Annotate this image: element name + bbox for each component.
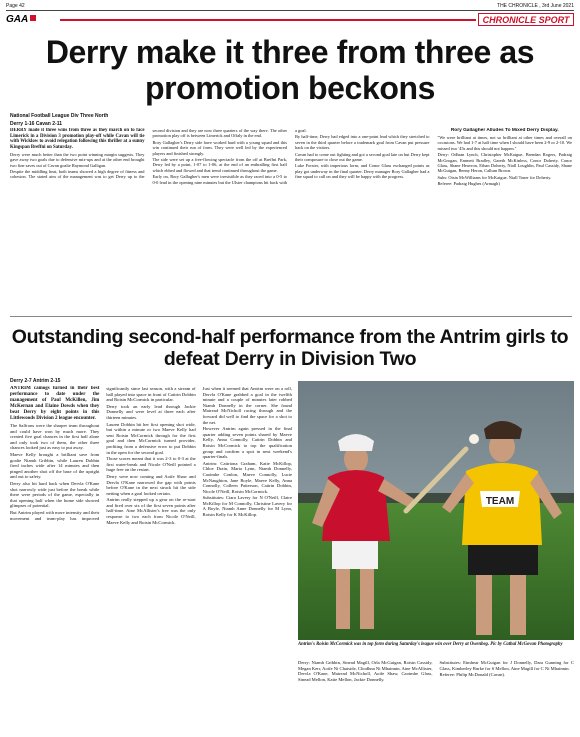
team-subs: Subs: Oisin McWilliams for McKaigue, Niall Toner for Doherty. (437, 174, 552, 180)
story2-continued (298, 660, 574, 734)
story2-paragraph: Substitutes: Ciara Lavery for N O'Neill, Claire McKillop for M Connolly, Christine Lavery for A Boyle, Niamh Anne Donnelly for M Lynn, Roisin Kelly for K McKillop. (202, 495, 292, 518)
story2-paragraph: Derry were now coming and Aoife Shaw and Dervla O'Kane narrowed the gap with points before O'Kane in the next struck hit the side netting when a goal looked certain. (106, 473, 196, 496)
story2-referee: Referee: Philip McDonald (Cavan). (439, 672, 506, 678)
team-list-derry: Derry: Odhran Lynch, Christopher McKaigue, Brendan Rogers, Padraig McGrogan, Emmett Bradley, Gareth McKinless, Conor Doherty, Conor Glass, Shane Heavron, Ethan Doherty, Niall Loughlin, Paul Cassidy, Shane McGuigan, Benny Heron, Callum Brown. (437, 152, 572, 174)
section-rule (60, 19, 476, 21)
section-bar (6, 13, 574, 27)
story2-paragraph: Maeve Kelly brought a brilliant save from goalie Niamh Gribbin, while Lauren Dobbin fired inches wide after 14 minutes and then pinged another shot off the base of the upright and out to safety. (10, 451, 100, 480)
story2-paragraph: However Antrim again pressed in the final quarter adding seven points shared by Maeve Kelly, Anna Connolly, Caitrin Dobbin and Roisin McCormick to top the qualification group and confirm a spot in next weekend's quarter-finals. (202, 426, 292, 460)
competition-label: National Football League Div Three North (10, 113, 109, 119)
story1-referee: Referee: Padraig Hughes (Armagh) (437, 181, 500, 187)
story1-body (10, 128, 572, 310)
photo-caption: Antrim's Roisin McCormick was in top form during Saturday's league win over Derry at Owenbeg. Pic by Cathal McGovan Photography (298, 642, 563, 647)
story2-paragraph: Just when it seemed that Antrim were on a roll, Dervla O'Kane grabbed a goal in the twelfth minute and a couple of minutes later robbed Niamh Donnelly in the corner. She found Mairead McNicholl racing through and the forward did well to find the space for a shot to the net. (202, 386, 292, 425)
story1-kicker (10, 112, 190, 128)
story2-lead: ANTRIM camogs turned in their best performance to date under the management of Paul McKillen, Jim McKernan and Elaine Dowds when they beat Derry by eight points in this Littlewoods Division 2 league encounter. (10, 386, 100, 421)
header-rule (6, 10, 574, 11)
story1-paragraph: By half-time, Derry had edged into a one-point lead which they stretched to seven in the third quarter before a trademark goal from Cavan put pressure back on the visitors. (295, 134, 430, 151)
story2-paragraph: Lauren Dobbin hit her first opening shot wide, but within a minute or two Maeve Kelly had sent Roisin McCormick through for the first goal and then McCormick turned provider, profiting from a defensive error to put Dobbin in the open for the second goal. (106, 421, 196, 455)
story1-paragraph: The side were set up a free-flowing spectacle from the off at Breffni Park, Derry led by a point, 1-07 to 1-06, at the end of an enthralling first half which ebbed and flowed and that trend continued throughout the game. (152, 157, 287, 173)
quote-text: "We were brilliant at times, not so brilliant at other times and overall on occasions. We had 1-7 at half time when I should have been 2-9 or 2-10. We missed two '45s and this should not happen." (437, 135, 572, 151)
jersey-sponsor-text: TEAM (485, 496, 515, 507)
story2-paragraph: Derry took an early lead through Jackie Donnelly and were level at three each after thirteen minutes. (106, 403, 196, 420)
second-headline: Outstanding second-half performance from the Antrim girls to defeat Derry in Division Two (11, 326, 569, 370)
story-divider (10, 316, 572, 317)
story1-paragraph: Luke Forster, with imperious form, and Conor Glass exchanged points as play got underway in the final quarter. Derry manager Rory Gallagher had a fine squad to call on and they will be happy with the progress. (295, 163, 430, 180)
story1-lead: DERRY made it three wins from three as they march on to face Limerick in a Division 3 promotion play-off while Cavan will tie with Wicklow to avoid relegation following this thriller at a sunny Kingspan Breffni on Saturday. (10, 128, 145, 151)
story1-paragraph: Cavan had to come out fighting and got a second goal late on but Derry kept their composure to close out the game. (295, 151, 430, 163)
story2-paragraph: The Saffrons were the sharper team throughout and could have won by much more. They created five goal chances in the first half alone and only took two of them, the other three chances looked just as easy to put away. (10, 423, 100, 451)
story1-paragraph: Despite the middling heat, both teams showed a high degree of fitness and cohesion. The stated aim of the management was to get Derry up to the second division and they are now three quarters of the way there. The other promotion play off is between Limerick and Offaly in the end. (10, 128, 287, 180)
quote-heading: Rory Gallagher Alludes To Mixed Derry Display. (450, 128, 559, 133)
gaa-logo: GAA (6, 14, 36, 25)
match-photo (298, 381, 574, 640)
chronicle-sport-logo: CHRONICLE SPORT (478, 13, 574, 26)
team-list-derry-camogie: Derry: Niamh Gribbin, Sinead Magill, Orla McGuigan, Roisin Cassidy, Megan Kerr, Aoife Ni Chaiside, Cliodhna Ni Mhainnin, Aine McAllister, Dervla O'Kane, Mairead McNicholl, Aoife Shaw, Caoimhe Glass, Sinead Mellon, Katie Mellon, Jackie Donnelly. (298, 660, 433, 682)
story2-paragraph: Those scores meant that it was 2-3 to 0-3 at the first water-break and Nicole O'Neill pointed a huge free on the restart. (106, 456, 196, 473)
publication-date: THE CHRONICLE , 3rd June 2021 (497, 3, 574, 9)
match-score: Derry 1-16 Cavan 2-11 (10, 121, 62, 127)
story1-paragraph: Early on, Rory Gallagher's men were irresistible as they raced into a 0-5 to 0-0 lead in the opening nine minutes but the Ulster champions hit back with a goal. (152, 128, 307, 185)
story2-paragraph: Derry also hit hard back when Dervla O'Kane shot narrowly wide just before the break while there were periods of the game, especially in that opening half when the home side showed glimpses of potential. (10, 480, 100, 509)
story2-paragraph: But Antrim played with more intensity and their movement and team-play has improved significantly since last season, with a stream of ball played into space in front of Caitrin Dobbin and Roisin McCormick in particular. (10, 386, 196, 521)
story1-paragraph: Derry were much better than the two point winning margin suggests. They gave away two goals due to defensive mix-ups and at the other end brought two fine saves out of Cavan goalie Raymond Galligan. (10, 151, 145, 168)
story2-substitutes: Substitutes: Eimhear McGuigan for J Donnelly, Dara Gunning for C Glass, Kimberley Burke for S Mellon, Aine Magill for C Ni Mhainnin. (439, 660, 574, 671)
main-headline: Derry make it three from three as promotion beckons (45, 34, 535, 106)
gaa-logo-mark (30, 15, 36, 21)
story2-paragraph: Antrim: Caitriona Graham, Katie McKillop, Chloe Drain, Maria Lynn, Niamh Donnelly, Caoimhe Conlon, Maeve Connolly, Lucie McNaughton, Jane Boyle, Maeve Kelly, Anna Connolly, Colleen Patterson, Caitrin Dobbin, Nicole O'Neill, Roisin McCormick. (202, 460, 292, 494)
story2-body (10, 386, 292, 732)
story2-paragraph: Antrim really stepped up a gear on the re-start and fired over six of the first seven points after half-time. Aine McAllister's free was the only response to two each from Nicole O'Neill, Maeve Kelly and Roisin McCormick. (106, 497, 196, 525)
story1-paragraph: Rory Gallagher's Derry side have worked hard with a young squad and this win continued their run of form. They were well led by the experienced players and finished strongly. (152, 139, 287, 156)
page-number: Page 42 (6, 3, 25, 9)
story2-score: Derry 2-7 Antrim 2-15 (10, 378, 61, 384)
